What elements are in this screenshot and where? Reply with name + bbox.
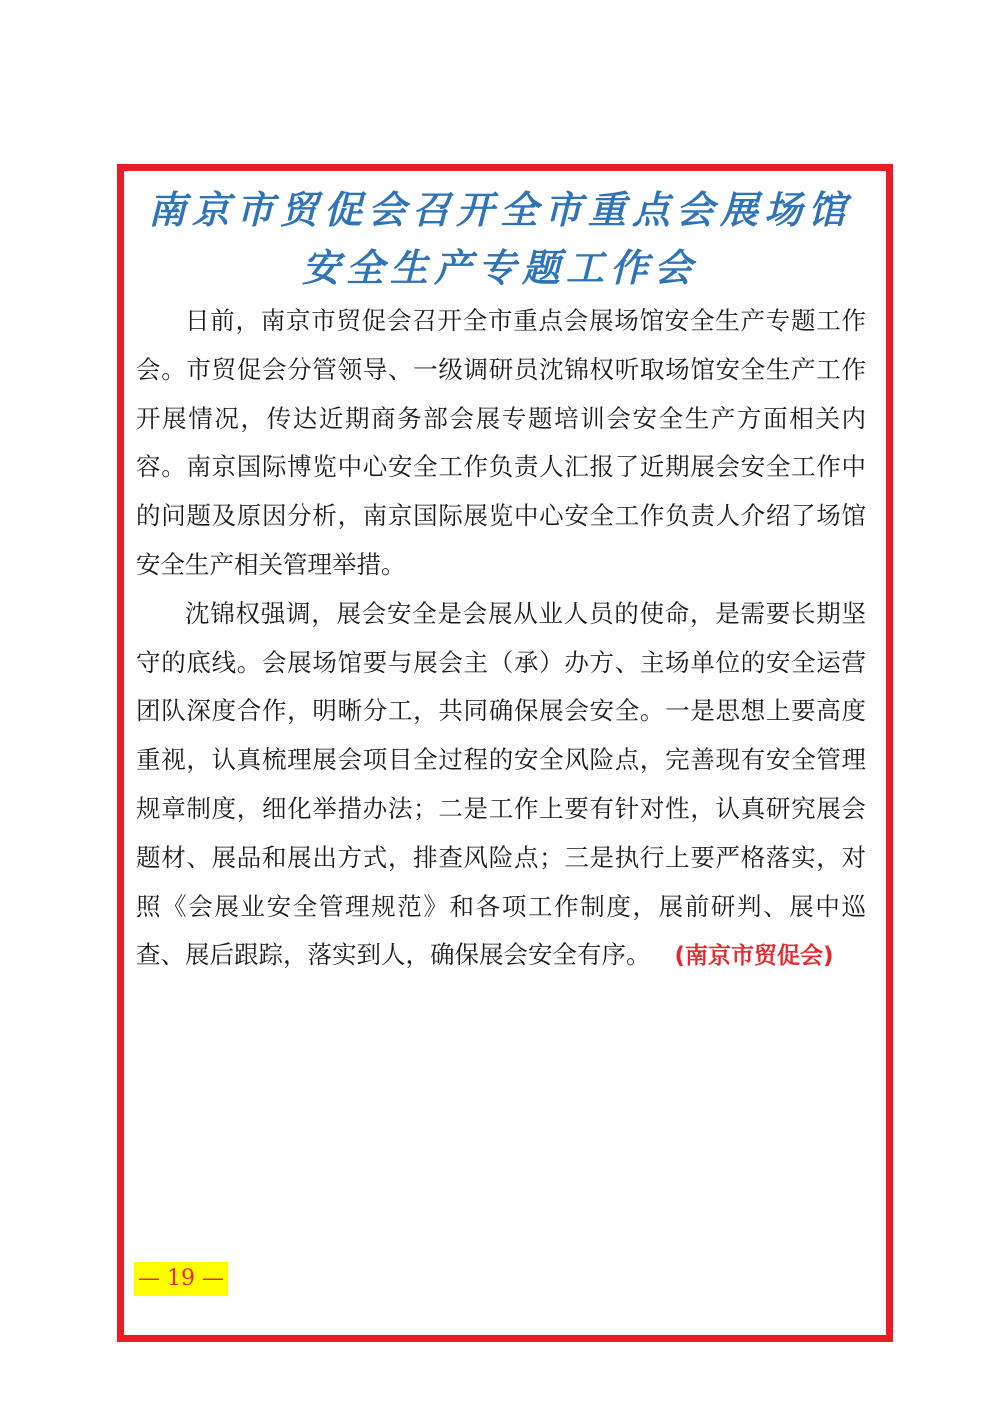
page-number: — 19 — (134, 1262, 228, 1296)
source-attribution: (南京市贸促会) (674, 943, 834, 970)
article-title-line-1: 南京市贸促会召开全市重点会展场馆 (147, 187, 852, 232)
paragraph-2-text: 沈锦权强调，展会安全是会展从业人员的使命，是需要长期坚守的底线。会展场馆要与展会主（承）办方、主场单位的安全运营团队深度合作，明晰分工，共同确保展会安全。一是思想上要高度重视，认真梳理展会项目全过程的安全风险点，完善现有安全管理规章制度，细化举措办法；二是工作上要有针对性，认真研究展会题材、展品和展出方式，排查风险点；三是执行上要严格落实，对照《会展业安全管理规范》和各项工作制度，展前研判、展中巡查、展后跟踪，落实到人，确保展会安全有序。 (136, 598, 866, 970)
article-body (136, 297, 866, 981)
paragraph-1: 日前，南京市贸促会召开全市重点会展场馆安全生产专题工作会。市贸促会分管领导、一级调研员沈锦权听取场馆安全生产工作开展情况，传达近期商务部会展专题培训会安全生产方面相关内容。南京国际博览中心安全工作负责人汇报了近期展会安全工作中的问题及原因分析，南京国际展览中心安全工作负责人介绍了场馆安全生产相关管理举措。 (136, 306, 866, 579)
article-title-line-2: 安全生产专题工作会 (301, 245, 698, 290)
paragraph-2 (136, 590, 866, 981)
